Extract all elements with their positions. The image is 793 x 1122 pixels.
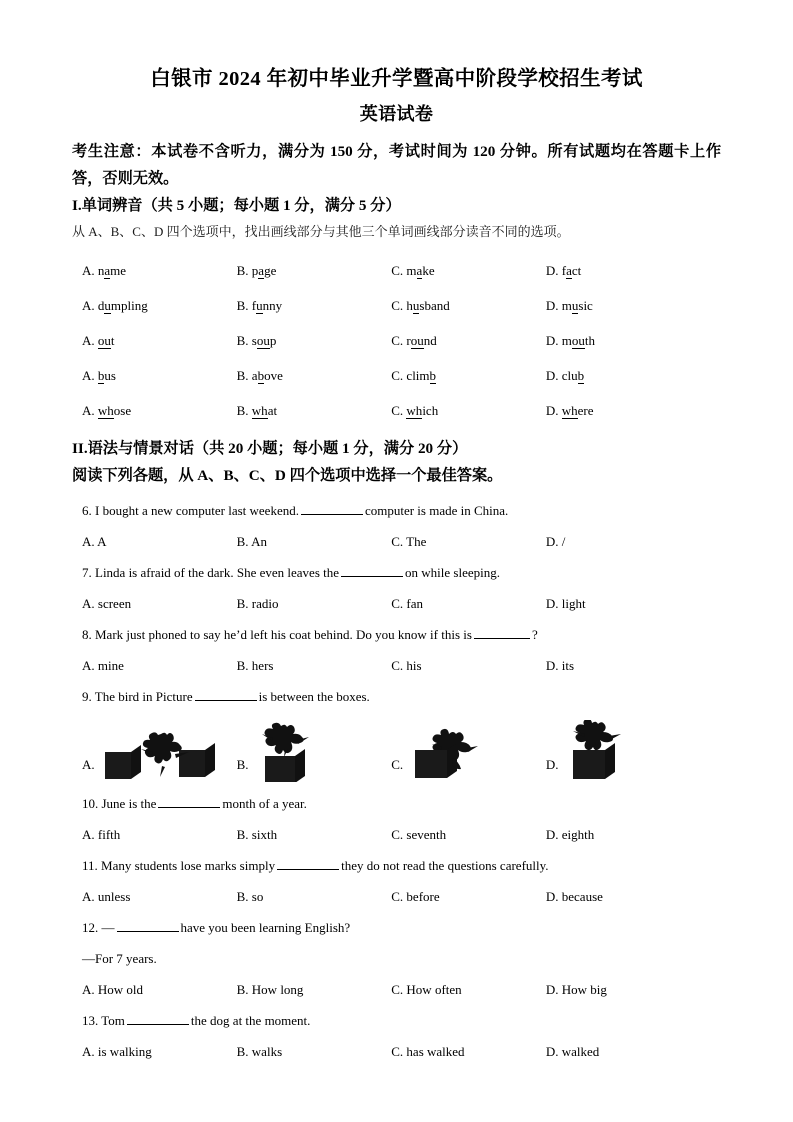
option-letter: B. [236,263,249,278]
option-b[interactable]: B. radio [236,596,279,611]
underlined-part: u [571,298,579,313]
option-c[interactable]: C. fan [391,596,424,611]
option-letter: B. [236,333,249,348]
option-b[interactable]: B. walks [236,1044,283,1059]
option-b[interactable] [237,402,392,420]
question-number: 13. [82,1013,99,1028]
option-post: mpling [110,298,148,313]
option-post: th [584,333,596,348]
option-b[interactable] [237,332,392,350]
question-8-options [72,657,721,675]
section-2-instruction: 阅读下列各题，从 A、B、C、D 四个选项中选择一个最佳答案。 [72,467,503,484]
option-post: ose [113,403,132,418]
option-pre: f [251,298,257,313]
question-number: 11. [82,858,98,873]
stem-after-blank: is between the boxes. [258,689,370,704]
option-pre: clu [561,368,578,383]
option-post: p [269,333,277,348]
underlined-part: ou [256,333,270,348]
option-a[interactable] [82,332,237,350]
question-8-stem [72,626,721,644]
page-title: 白银市 2024 年初中毕业升学暨高中阶段学校招生考试 [150,68,643,90]
option-pre: r [406,333,411,348]
option-pre: m [561,298,572,313]
option-d[interactable]: D. light [545,596,586,611]
question-9-stem [72,688,721,706]
stem-before-blank: Mark just phoned to say he’d left his coat behind. Do you know if this is [95,627,472,642]
option-c[interactable] [391,297,546,315]
option-post: us [104,368,116,383]
option-c[interactable] [391,262,546,280]
option-pre: f [561,263,567,278]
option-c[interactable]: C. his [391,658,422,673]
answer-blank[interactable] [301,514,363,515]
option-c[interactable]: C. The [391,534,427,549]
underlined-part: u [412,298,420,313]
option-a[interactable]: A. mine [82,658,124,673]
option-b[interactable]: B. hers [236,658,274,673]
option-letter: B. [236,298,249,313]
option-post: ich [422,403,439,418]
underlined-part: wh [406,403,423,418]
option-pre: h [406,298,413,313]
question-12-answer-line: —For 7 years. [82,951,157,966]
question-13-options [72,1043,721,1061]
option-d[interactable] [546,297,593,315]
option-a[interactable]: A. screen [82,596,132,611]
option-letter: B. [236,368,249,383]
underlined-part: ou [97,333,111,348]
stem-before-blank: — [101,920,115,935]
option-letter: C. [391,263,404,278]
bird-above-box-icon [255,722,315,782]
option-b[interactable]: B. How long [236,982,304,997]
option-c[interactable]: C. before [391,889,440,904]
question-6-stem [72,502,721,520]
answer-blank[interactable] [341,576,403,577]
underlined-part: ou [410,333,424,348]
answer-blank[interactable] [117,931,179,932]
option-d[interactable]: D. its [545,658,575,673]
option-c[interactable] [391,367,546,385]
option-a[interactable] [82,720,237,782]
option-pre: n [97,263,105,278]
underlined-part: a [566,263,572,278]
option-a[interactable]: A. How old [82,982,144,997]
underlined-part: u [104,298,111,313]
underlined-part: b [429,368,437,383]
stem-before-blank: I bought a new computer last weekend. [95,503,299,518]
option-d[interactable]: D. / [545,534,566,549]
option-letter: D. [545,263,559,278]
option-b[interactable]: B. so [236,889,264,904]
stem-after-blank: on while sleeping. [405,565,500,580]
question-number: 6. [82,503,92,518]
stem-before-blank: Many students lose marks simply [101,858,276,873]
option-a[interactable] [82,297,237,315]
question-10-options [72,826,721,844]
option-post: ere [577,403,594,418]
question-number: 9. [82,689,92,704]
option-pre: p [251,263,259,278]
option-c[interactable]: C. has walked [391,1044,465,1059]
question-7-options [72,595,721,613]
question-9-picture-options [72,720,721,782]
stem-after-blank: have you been learning English? [180,920,351,935]
answer-blank[interactable] [158,807,220,808]
option-a[interactable] [82,402,237,420]
section-2-heading: II.语法与情景对话（共 20 小题；每小题 1 分，满分 20 分） [72,440,468,457]
stem-before-blank: Linda is afraid of the dark. She even leaves the [95,565,340,580]
option-letter: D. [545,757,559,772]
option-post: ke [422,263,435,278]
exam-notice: 考生注意：本试卷不含听力，满分为 150 分，考试时间为 120 分钟。所有试题均在答题卡上作答，否则无效。 [72,143,721,187]
question-12-stem [72,919,721,937]
option-d[interactable] [546,720,701,782]
option-c[interactable] [391,720,546,782]
option-pre: m [406,263,417,278]
underlined-part: b [97,368,105,383]
underlined-part: b [577,368,585,383]
question-11-stem [72,857,721,875]
option-letter: C. [391,368,404,383]
option-pre: m [561,333,572,348]
answer-blank[interactable] [474,638,530,639]
option-b[interactable]: B. An [236,534,267,549]
option-pre: d [97,298,105,313]
phonetic-item-3 [72,332,721,350]
option-a[interactable]: A. A [82,534,107,549]
option-letter: D. [545,298,559,313]
option-letter: B. [236,403,249,418]
option-c[interactable] [391,332,546,350]
option-d[interactable]: D. How big [545,982,607,997]
option-a[interactable] [82,367,237,385]
option-a[interactable]: A. unless [82,889,131,904]
option-letter: A. [82,757,95,772]
option-c[interactable] [391,402,546,420]
question-number: 8. [82,627,92,642]
option-b[interactable]: B. sixth [236,827,278,842]
option-post: ct [571,263,582,278]
option-a[interactable] [82,262,237,280]
answer-blank[interactable] [195,700,257,701]
option-post: me [110,263,127,278]
option-b[interactable] [237,262,392,280]
option-post: t [110,333,115,348]
option-letter: C. [391,757,404,772]
question-11-options [72,888,721,906]
stem-after-blank: computer is made in China. [364,503,509,518]
underlined-part: a [258,263,265,278]
option-d[interactable] [546,262,581,280]
underlined-part: wh [251,403,268,418]
question-number: 12. [82,920,99,935]
option-post: sic [578,298,593,313]
option-c[interactable]: C. How often [391,982,462,997]
phonetic-item-2 [72,297,721,315]
page-subtitle: 英语试卷 [359,104,434,124]
answer-blank[interactable] [127,1024,189,1025]
option-pre: s [251,333,257,348]
option-post: sband [419,298,450,313]
option-letter: A. [82,298,95,313]
underlined-part: wh [97,403,114,418]
phonetic-item-1 [72,262,721,280]
answer-blank[interactable] [277,869,339,870]
option-pre: clim [406,368,430,383]
question-number: 7. [82,565,92,580]
option-d[interactable] [546,402,594,420]
option-d[interactable]: D. eighth [545,827,595,842]
option-letter: C. [391,403,404,418]
question-12-options [72,981,721,999]
stem-before-blank: Tom [101,1013,125,1028]
underlined-part: u [256,298,263,313]
underlined-part: a [104,263,111,278]
phonetic-item-5 [72,402,721,420]
underlined-part: a [416,263,423,278]
bird-behind-box-icon [409,726,487,782]
question-7-stem [72,564,721,582]
question-10-stem [72,795,721,813]
stem-after-blank: the dog at the moment. [190,1013,311,1028]
option-a[interactable]: A. is walking [82,1044,152,1059]
question-13-stem [72,1012,721,1030]
option-post: nny [262,298,283,313]
stem-after-blank: month of a year. [222,796,307,811]
option-b[interactable] [237,720,392,782]
option-letter: A. [82,403,95,418]
option-letter: B. [236,757,249,772]
option-a[interactable]: A. fifth [82,827,121,842]
phonetic-item-4 [72,367,721,385]
stem-before-blank: The bird in Picture [94,689,193,704]
underlined-part: b [257,368,265,383]
option-post: ge [264,263,277,278]
option-letter: D. [545,333,559,348]
option-letter: C. [391,298,404,313]
option-letter: D. [545,403,559,418]
question-6-options [72,533,721,551]
bird-between-two-boxes-icon [101,730,219,782]
option-d[interactable] [546,332,595,350]
underlined-part: wh [561,403,578,418]
section-1-instruction: 从 A、B、C、D 四个选项中，找出画线部分与其他三个单词画线部分读音不同的选项。 [72,224,570,239]
bird-on-box-icon [565,720,627,782]
option-letter: A. [82,368,95,383]
stem-after-blank: they do not read the questions carefully. [341,858,549,873]
option-c[interactable]: C. seventh [391,827,447,842]
option-b[interactable] [237,297,392,315]
question-number: 10. [82,796,99,811]
option-d[interactable] [546,367,584,385]
underlined-part: ou [571,333,585,348]
option-letter: D. [545,368,559,383]
option-post: ove [264,368,283,383]
option-pre: a [251,368,258,383]
option-post: nd [423,333,437,348]
option-letter: A. [82,333,95,348]
option-letter: C. [391,333,404,348]
stem-before-blank: June is the [101,796,157,811]
stem-after-blank: ? [531,627,538,642]
option-letter: A. [82,263,95,278]
option-d[interactable]: D. walked [545,1044,600,1059]
section-1-heading: I.单词辨音（共 5 小题；每小题 1 分，满分 5 分） [72,197,401,214]
option-d[interactable]: D. because [545,889,603,904]
option-post: at [267,403,278,418]
option-b[interactable] [237,367,392,385]
